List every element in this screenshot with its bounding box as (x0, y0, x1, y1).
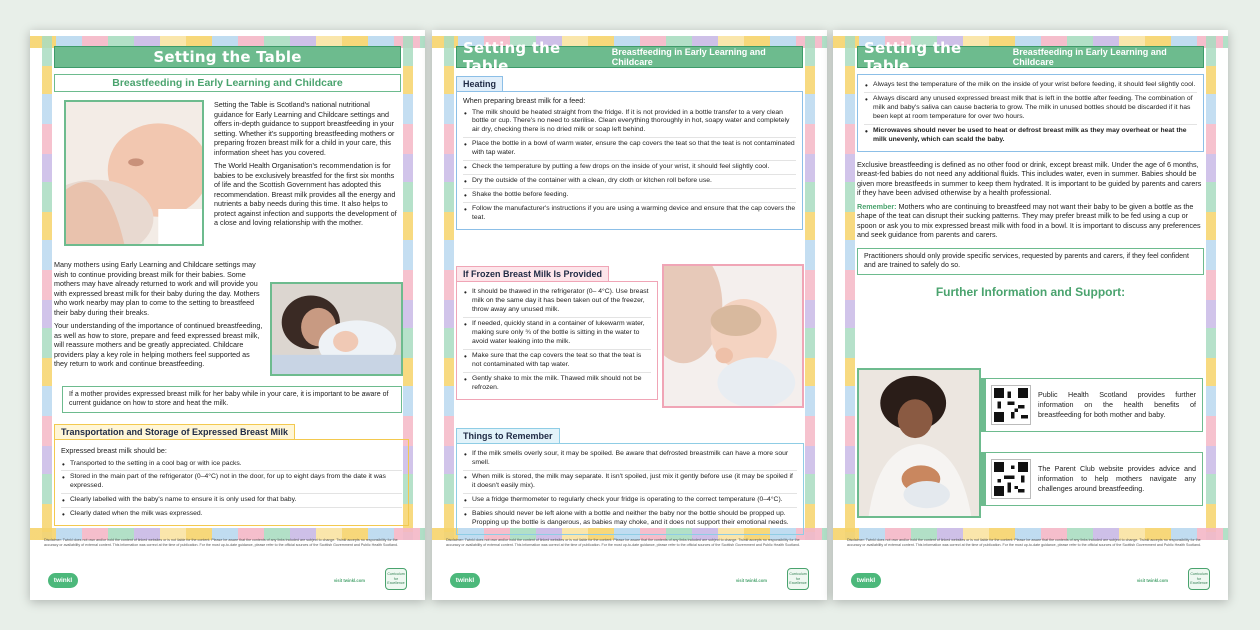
baby-feeding-photo (662, 264, 804, 408)
page-subtitle: Breastfeeding in Early Learning and Childcare (54, 74, 401, 92)
list-item: • Always discard any unused expressed breast milk that is left in the bottle after feeding. The combination of milk and baby's saliva can cause bacteria to grow. The milk in unused bottles should be discarded if it has been kept at room temperature for over two hours. (864, 93, 1197, 125)
list-item: • Use a fridge thermometer to regularly check your fridge is operating to the correct temperature (0–4°C). (463, 494, 797, 508)
mother-holding-baby-photo (857, 368, 981, 518)
list-item: • If needed, quickly stand in a container of lukewarm water, making sure only ¾ of the bottle is sitting in the water to avoid water leaking into the milk. (463, 318, 651, 350)
page-3 (833, 30, 1228, 600)
curriculum-badge: Curriculum for Excellence (385, 568, 407, 590)
page-2 (432, 30, 827, 600)
curriculum-badge: Curriculum for Excellence (787, 568, 809, 590)
twinkl-logo[interactable]: twinkl (450, 573, 480, 588)
page-subtitle: Breastfeeding in Early Learning and Childcare (1012, 47, 1167, 67)
page-footer (446, 538, 813, 594)
who-paragraph: The World Health Organisation's recommendation is for babies to be exclusively breastfed for the first six months of life and the Scottish Government has adopted this recommendation. Breast milk provides all the energy and nutrients a baby needs during this time. It also helps to protect against infection and supports the development of a close and loving relationship with the mother. (214, 161, 397, 227)
list-item: • Stored in the main part of the refrigerator (0–4°C) not in the door, for up to eight days from the date it was expressed. (61, 471, 402, 494)
list-item: • Always test the temperature of the milk on the inside of your wrist before feeding, it should feel slightly cool. (864, 79, 1197, 93)
site-link[interactable]: visit twinkl.com (1136, 578, 1168, 583)
site-link[interactable]: visit twinkl.com (735, 578, 767, 583)
list-item: • Dry the outside of the container with a clean, dry cloth or kitchen roll before use. (463, 175, 796, 189)
page-title-bar (456, 39, 803, 75)
top-list-box (857, 74, 1204, 152)
heating-intro: When preparing breast milk for a feed: (463, 96, 586, 105)
list-item: • Clearly labelled with the baby's name to ensure it is only used for that baby. (61, 494, 402, 508)
twinkl-logo[interactable]: twinkl (48, 573, 78, 588)
page-footer (847, 538, 1214, 594)
mother-baby-photo (270, 282, 403, 376)
section-intro: Expressed breast milk should be: (61, 446, 167, 455)
page-1 (30, 30, 425, 600)
list-item: • Shake the bottle before feeding. (463, 189, 796, 203)
disclaimer-text: Disclaimer: Twinkl does not own and/or hold the content of linked websites or is not liable for the content. Please be aware that the contents of any links included are subject to change. Twinkl accepts no responsibility for the accuracy or availability of external content. This information was correct at the time of publication. For the most up-to-date guidance, please refer to the official sources of the Scottish Government and Public Health Scotland. (847, 538, 1202, 547)
decorative-stripe (42, 36, 52, 540)
list-item: • Gently shake to mix the milk. Thawed milk should not be refrozen. (463, 373, 651, 395)
exclusive-paragraph: Exclusive breastfeeding is defined as no other food or drink, except breast milk. Under the age of 6 months, breast-fed babies do not need any additional fluids. This includes water, even in summer. Babies should be given more breastfeeds in summer to keep them hydrated. It is important to be guided by parents and carers if they have been advised otherwise by a health professional. (857, 159, 1202, 198)
decorative-stripe (845, 36, 855, 540)
decorative-stripe (805, 36, 815, 540)
list-item: • Follow the manufacturer's instructions if you are using a warming device and ensure that the cap covers the teat. (463, 203, 796, 225)
section-title-transport: Transportation and Storage of Expressed Breast Milk (54, 424, 295, 440)
list-item: • When milk is stored, the milk may separate. It isn't spoiled, just mix it gently before use (it may be spoiled if it doesn't easily mix). (463, 471, 797, 494)
list-item: • The milk should be heated straight from the fridge. If it is not provided in a bottle transfer to a very clean bottle or cup. There's no need to sterilise. Clean everything thoroughly in hot, soapy water and completely air dry, checking there is no dried milk or soap left behind. (463, 107, 796, 139)
list-item: • It should be thawed in the refrigerator (0– 4°C). Use breast milk on the same day it has been taken out of the freezer, throw away any unused milk. (463, 286, 651, 318)
list-item: • Make sure that the cap covers the teat so that the teat is not contaminated with tap water. (463, 350, 651, 373)
list-item: • Transported to the setting in a cool bag or with ice packs. (61, 458, 402, 472)
section-title-remember: Things to Remember (456, 428, 560, 444)
info-card (985, 452, 1203, 506)
page-footer (44, 538, 411, 594)
card-text-phs: Public Health Scotland provides further information on the health benefits of breastfeeding for both mother and baby. (1038, 390, 1196, 419)
qr-code-icon[interactable] (992, 386, 1030, 424)
practitioners-note: Practitioners should only provide specific services, requested by parents and carers, if they feel confident and are trained to safely do so. (857, 248, 1204, 275)
remember-text: Mothers who are continuing to breastfeed may not want their baby to be given a bottle as the shape of the teat can disrupt their sucking patterns. They may prefer breast milk to be fed using a cup or spoon or ask you to mix expressed breast milk with food in a bowl. It is important to discuss any preferences and seek guidance from parents and carers. (857, 201, 1201, 240)
list-item: • Microwaves should never be used to heat or defrost breast milk as they may overheat or heat the milk unevenly, which can scald the baby. (864, 125, 1197, 147)
twinkl-logo[interactable]: twinkl (851, 573, 881, 588)
page-title-bar (857, 39, 1204, 75)
mothers-paragraph: Many mothers using Early Learning and Childcare settings may wish to continue providing breast milk for their babies. Some mothers may have already returned to work and will provide you with expressed breast milk for their baby during the day. Mothers who work nearby may plan to come to the setting to breastfeed their baby during their breaks. (54, 260, 260, 317)
page-title: Setting the Table (463, 39, 561, 75)
list-item: • Clearly dated when the milk was expressed. (61, 508, 402, 521)
decorative-stripe (444, 36, 454, 540)
curriculum-badge: Curriculum for Excellence (1188, 568, 1210, 590)
decorative-stripe (1206, 36, 1216, 540)
intro-paragraph: Setting the Table is Scotland's national nutritional guidance for Early Learning and Childcare settings and offers in-depth guidance to support breastfeeding in your setting. Whether it's supporting breastfeeding mothers or preparing frozen breast milk for a child in your care, this information sheet has you covered. (214, 100, 395, 157)
list-item: • Check the temperature by putting a few drops on the inside of your wrist, it should feel slightly cool. (463, 161, 796, 175)
disclaimer-text: Disclaimer: Twinkl does not own and/or hold the content of linked websites or is not liable for the content. Please be aware that the contents of any links included are subject to change. Twinkl accepts no responsibility for the accuracy or availability of external content. This information was correct at the time of publication. For the most up-to-date guidance, please refer to the official sources of the Scottish Government and Public Health Scotland. (446, 538, 801, 547)
page-title: Setting the Table (153, 48, 302, 66)
page-title: Setting the Table (864, 39, 962, 75)
section-title-frozen: If Frozen Breast Milk Is Provided (456, 266, 609, 282)
section-title-heating: Heating (456, 76, 503, 92)
site-link[interactable]: visit twinkl.com (333, 578, 365, 583)
page-subtitle: Breastfeeding in Early Learning and Childcare (611, 47, 766, 67)
card-text-parent-club: The Parent Club website provides advice and information to help mothers navigate any challenges around breastfeeding. (1038, 464, 1196, 493)
remember-label: Remember: (857, 201, 897, 211)
list-item: • Babies should never be left alone with a bottle and neither the baby nor the bottle should be propped up. Propping up the bottle is dangerous, as babies may choke, and it does not support their emotional needs. (463, 508, 797, 530)
understanding-paragraph: Your understanding of the importance of continued breastfeeding, as well as how to store, prepare and feed expressed breast milk, will reassure mothers and be greatly appreciated. Childcare providers play a key role in helping mothers feel supported as they return to work and continue breastfeeding. (54, 321, 263, 368)
qr-code-icon[interactable] (992, 460, 1030, 498)
disclaimer-text: Disclaimer: Twinkl does not own and/or hold the content of linked websites or is not liable for the content. Please be aware that the contents of any links included are subject to change. Twinkl accepts no responsibility for the accuracy or availability of external content. This information was correct at the time of publication. For the most up-to-date guidance, please refer to the official sources of the Scottish Government and Public Health Scotland. (44, 538, 399, 547)
list-item: • Place the bottle in a bowl of warm water, ensure the cap covers the teat so that the teat is not contaminated with tap water. (463, 138, 796, 161)
storage-note: If a mother provides expressed breast milk for her baby while in your care, it is important to be aware of current guidance on how to store and heat the milk. (62, 386, 402, 413)
page-title-bar (54, 46, 401, 68)
list-item: • If the milk smells overly sour, it may be spoiled. Be aware that defrosted breastmilk can have a more sour smell. (463, 448, 797, 471)
further-info-heading: Further Information and Support: (935, 284, 1126, 299)
baby-sleeping-photo (64, 100, 204, 246)
info-card (985, 378, 1203, 432)
